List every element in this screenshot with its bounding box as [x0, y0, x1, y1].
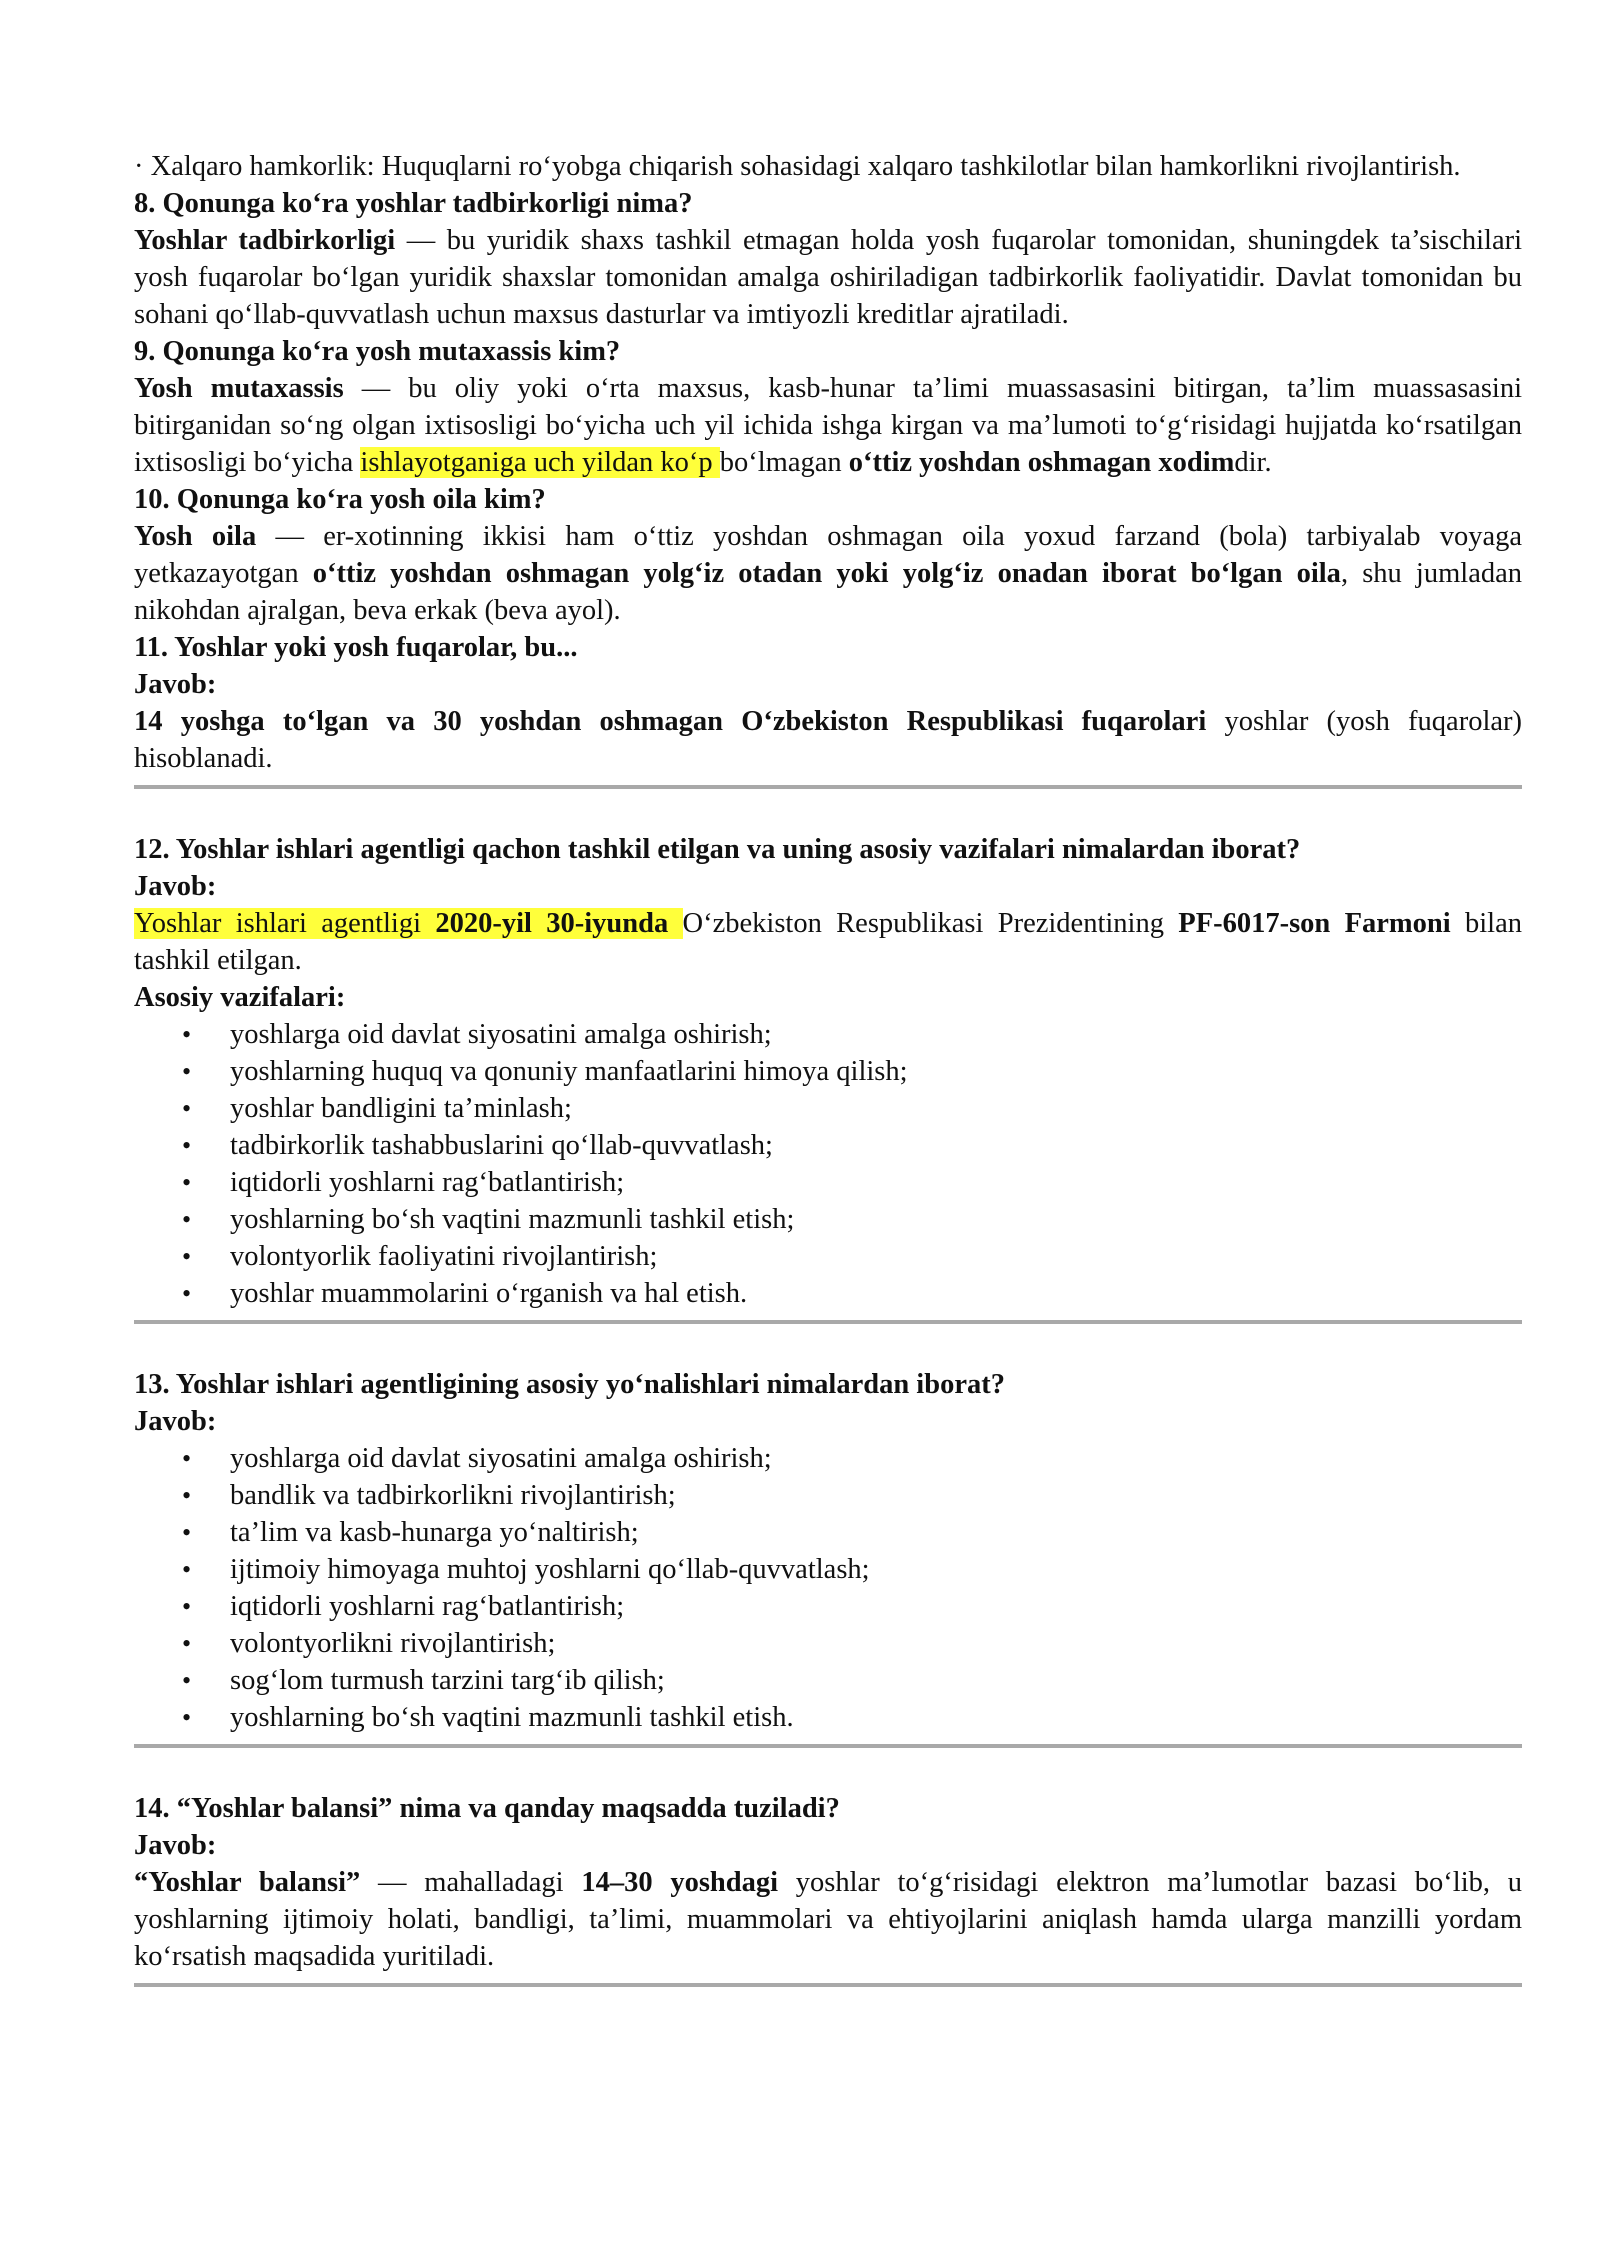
list-item: • bandlik va tadbirkorlikni rivojlantirish;	[134, 1477, 1522, 1514]
answer-12	[134, 905, 1522, 979]
answer-9	[134, 370, 1522, 481]
list-item: • yoshlarning bo‘sh vaqtini mazmunli tashkil etish;	[134, 1201, 1522, 1238]
answer-13-list	[134, 1440, 1522, 1736]
question-14: 14. “Yoshlar balansi” nima va qanday maqsadda tuziladi?	[134, 1793, 840, 1824]
answer-13-label: Javob:	[134, 1406, 217, 1437]
question-12: 12. Yoshlar ishlari agentligi qachon tashkil etilgan va uning asosiy vazifalari nimalardan iborat?	[134, 834, 1301, 865]
answer-10	[134, 518, 1522, 629]
answer-14-text-b: yoshlar to‘g‘risidagi elektron ma’lumotlar bazasi bo‘lib, u yoshlarning ijtimoiy holati, bandligi, ta’limi, muammolari va ehtiyojlarini aniqlash hamda ularga manzilli yordam ko‘rsatish maqsadida yuritiladi.	[134, 1867, 1522, 1972]
answer-12-list	[134, 1016, 1522, 1312]
answer-12-hl-date: 2020-yil 30-iyunda	[435, 908, 669, 939]
list-item: • yoshlarga oid davlat siyosatini amalga oshirish;	[134, 1016, 1522, 1053]
answer-10-text-b: , shu jumladan nikohdan ajralgan, beva erkak (beva ayol).	[134, 558, 1522, 626]
answer-12-text-b: bilan tashkil etilgan.	[134, 908, 1522, 976]
list-item: • ta’lim va kasb-hunarga yo‘naltirish;	[134, 1514, 1522, 1551]
list-item: • yoshlarning huquq va qonuniy manfaatlarini himoya qilish;	[134, 1053, 1522, 1090]
list-item: • volontyorlik faoliyatini rivojlantirish;	[134, 1238, 1522, 1275]
answer-11-text: yoshlar (yosh fuqarolar) hisoblanadi.	[134, 706, 1522, 774]
answer-11	[134, 703, 1522, 777]
answer-14-term: “Yoshlar balansi”	[134, 1867, 361, 1898]
document-body	[134, 148, 1522, 1987]
answer-9-text-c: dir.	[1234, 447, 1272, 478]
answer-9-bold: o‘ttiz yoshdan oshmagan xodim	[848, 447, 1235, 478]
list-item: • iqtidorli yoshlarni rag‘batlantirish;	[134, 1588, 1522, 1625]
list-item: • volontyorlikni rivojlantirish;	[134, 1625, 1522, 1662]
answer-14-label: Javob:	[134, 1830, 217, 1861]
answer-12-hl-tail	[668, 908, 682, 939]
list-item: • yoshlarning bo‘sh vaqtini mazmunli tashkil etish.	[134, 1699, 1522, 1736]
answer-9-text-a: — bu oliy yoki o‘rta maxsus, kasb-hunar ta’limi muassasasini bitirgan, ta’lim muassasasini bitirganidan so‘ng olgan ixtisosligi bo‘yicha uch yil ichida ishga kirgan va ma’lumoti to‘g‘risidagi hujjatda ko‘rsatilgan ixtisosligi bo‘yicha	[134, 373, 1522, 478]
answer-10-term: Yosh oila	[134, 521, 257, 552]
answer-9-text-b: bo‘lmagan	[719, 447, 849, 478]
answer-8	[134, 222, 1522, 333]
section-separator	[134, 1983, 1522, 1987]
list-item: • iqtidorli yoshlarni rag‘batlantirish;	[134, 1164, 1522, 1201]
intro-text: Huquqlarni ro‘yobga chiqarish sohasidagi xalqaro tashkilotlar bilan hamkorlikni rivojlantirish.	[381, 151, 1461, 182]
list-item: • yoshlar bandligini ta’minlash;	[134, 1090, 1522, 1127]
question-11: 11. Yoshlar yoki yosh fuqarolar, bu...	[134, 632, 578, 663]
answer-14-age: 14–30 yoshdagi	[581, 1867, 779, 1898]
question-10: 10. Qonunga ko‘ra yosh oila kim?	[134, 484, 546, 515]
spacer	[134, 789, 1522, 831]
answer-12-highlight	[134, 908, 683, 939]
answer-14	[134, 1864, 1522, 1975]
answer-8-term: Yoshlar tadbirkorligi	[134, 225, 396, 256]
list-item: • tadbirkorlik tashabbuslarini qo‘llab-quvvatlash;	[134, 1127, 1522, 1164]
list-item: • yoshlarga oid davlat siyosatini amalga oshirish;	[134, 1440, 1522, 1477]
answer-12-hl-text: Yoshlar ishlari agentligi	[134, 908, 436, 939]
list-item: • sog‘lom turmush tarzini targ‘ib qilish;	[134, 1662, 1522, 1699]
answer-12-label: Javob:	[134, 871, 217, 902]
answer-8-text: — bu yuridik shaxs tashkil etmagan holda yosh fuqarolar tomonidan, shuningdek ta’sischilari yosh fuqarolar bo‘lgan yuridik shaxslar tomonidan amalga oshiriladigan tadbirkorlik faoliyatidir. Davlat tomonidan bu sohani qo‘llab-quvvatlash uchun maxsus dasturlar va imtiyozli kreditlar ajratiladi.	[134, 225, 1522, 330]
answer-10-text-a: — er-xotinning ikkisi ham o‘ttiz yoshdan oshmagan oila yoxud farzand (bola) tarbiyalab voyaga yetkazayotgan	[134, 521, 1522, 589]
answer-12-list-label: Asosiy vazifalari:	[134, 982, 346, 1013]
answer-12-decree: PF-6017-son Farmoni	[1178, 908, 1451, 939]
list-item: • ijtimoiy himoyaga muhtoj yoshlarni qo‘llab-quvvatlash;	[134, 1551, 1522, 1588]
question-9: 9. Qonunga ko‘ra yosh mutaxassis kim?	[134, 336, 621, 367]
answer-9-term: Yosh mutaxassis	[134, 373, 344, 404]
answer-10-bold: o‘ttiz yoshdan oshmagan yolg‘iz otadan yoki yolg‘iz onadan iborat bo‘lgan oila	[312, 558, 1341, 589]
answer-14-text-a: — mahalladagi	[360, 1867, 582, 1898]
intro-bullet: ·	[134, 151, 144, 182]
answer-9-highlight: ishlayotganiga uch yildan ko‘p	[360, 447, 720, 478]
answer-11-label: Javob:	[134, 669, 217, 700]
spacer	[134, 1324, 1522, 1366]
answer-11-bold: 14 yoshga to‘lgan va 30 yoshdan oshmagan O‘zbekiston Respublikasi fuqarolari	[134, 706, 1207, 737]
intro-paragraph	[134, 148, 1522, 185]
list-item: • yoshlar muammolarini o‘rganish va hal etish.	[134, 1275, 1522, 1312]
question-8: 8. Qonunga ko‘ra yoshlar tadbirkorligi nima?	[134, 188, 693, 219]
question-13: 13. Yoshlar ishlari agentligining asosiy yo‘nalishlari nimalardan iborat?	[134, 1369, 1005, 1400]
intro-label: Xalqaro hamkorlik:	[150, 151, 375, 182]
spacer	[134, 1748, 1522, 1790]
answer-12-text-a: O‘zbekiston Respublikasi Prezidentining	[682, 908, 1179, 939]
